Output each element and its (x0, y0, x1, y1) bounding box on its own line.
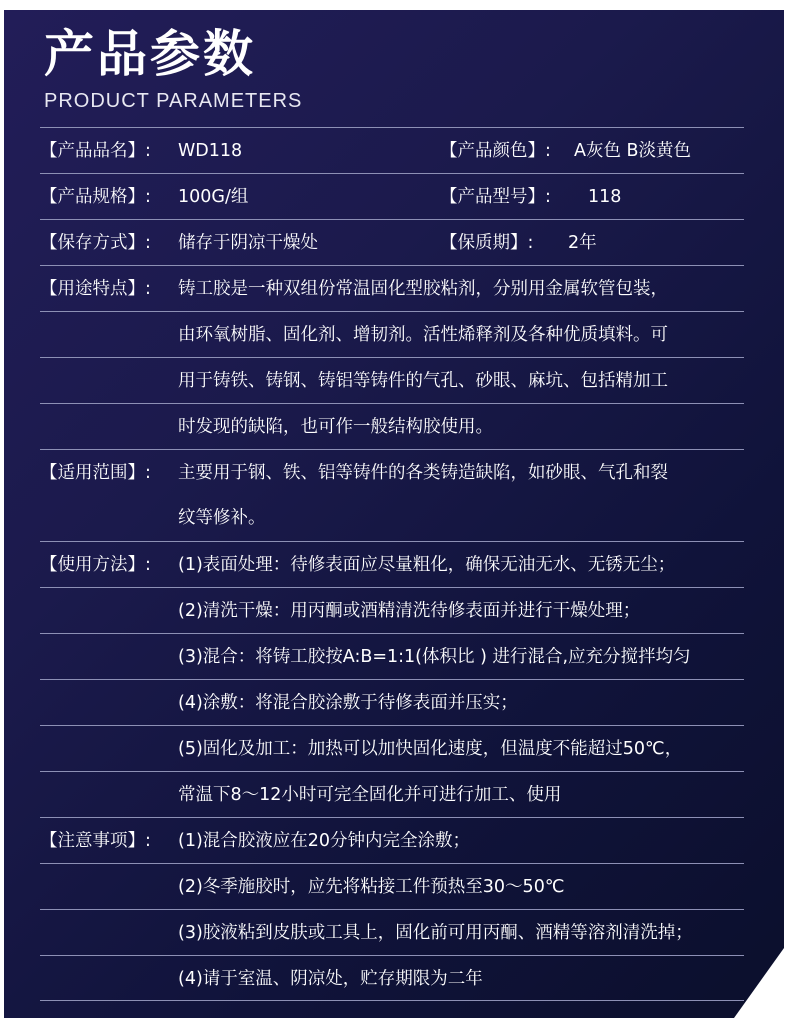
usage-line: 铸工胶是一种双组份常温固化型胶粘剂，分别用金属软管包装， (178, 279, 668, 299)
usage-row (40, 311, 744, 357)
page-title: 产品参数 (44, 25, 256, 83)
scope-line: 纹等修补。 (178, 508, 266, 528)
page-subtitle: PRODUCT PARAMETERS (44, 90, 303, 112)
parameter-table (40, 127, 744, 1001)
method-line: 常温下8～12小时可完全固化并可进行加工、使用 (178, 785, 562, 805)
notes-line: (1)混合胶液应在20分钟内完全涂敷； (178, 831, 471, 851)
usage-label: 【用途特点】: (40, 279, 151, 299)
shelf-label: 【保质期】: (440, 233, 534, 253)
model-label: 【产品型号】: (440, 187, 551, 207)
notes-line: (3)胶液粘到皮肤或工具上，固化前可用丙酮、酒精等溶剂清洗掉； (178, 923, 693, 943)
method-row (40, 679, 744, 725)
usage-line: 由环氧树脂、固化剂、增韧剂。活性烯释剂及各种优质填料。可 (178, 325, 668, 345)
scope-row (40, 495, 744, 541)
scope-row (40, 449, 744, 495)
method-row (40, 541, 744, 587)
scope-label: 【适用范围】: (40, 463, 151, 483)
parameters-panel (4, 10, 784, 1018)
notes-label: 【注意事项】: (40, 831, 151, 851)
method-line: (4)涂敷：将混合胶涂敷于待修表面并压实； (178, 693, 518, 713)
param-row-storage-shelf (40, 219, 744, 265)
name-value: WD118 (178, 141, 243, 161)
param-row-name-color (40, 127, 744, 173)
notes-row (40, 863, 744, 909)
notes-line: (4)请于室温、阴凉处，贮存期限为二年 (178, 969, 483, 989)
usage-line: 用于铸铁、铸钢、铸铝等铸件的气孔、砂眼、麻坑、包括精加工 (178, 371, 668, 391)
method-row (40, 633, 744, 679)
storage-label: 【保存方式】: (40, 233, 151, 253)
usage-row (40, 403, 744, 449)
usage-line: 时发现的缺陷，也可作一般结构胶使用。 (178, 417, 493, 437)
method-line: (5)固化及加工：加热可以加快固化速度，但温度不能超过50℃， (178, 739, 683, 759)
shelf-value: 2年 (568, 233, 597, 253)
notes-row (40, 955, 744, 1001)
method-line: (3)混合：将铸工胶按A:B=1:1(体积比 ) 进行混合,应充分搅拌均匀 (178, 647, 691, 667)
name-label: 【产品品名】: (40, 141, 151, 161)
color-value: A灰色 B淡黄色 (574, 141, 692, 161)
color-label: 【产品颜色】: (440, 141, 551, 161)
usage-row (40, 265, 744, 311)
scope-line: 主要用于钢、铁、铝等铸件的各类铸造缺陷，如砂眼、气孔和裂 (178, 463, 668, 483)
param-row-spec-model (40, 173, 744, 219)
notes-row (40, 817, 744, 863)
method-line: (2)清洗干燥：用丙酮或酒精清洗待修表面并进行干燥处理； (178, 601, 641, 621)
spec-label: 【产品规格】: (40, 187, 151, 207)
method-line: (1)表面处理：待修表面应尽量粗化，确保无油无水、无锈无尘； (178, 555, 676, 575)
model-value: 118 (588, 187, 622, 207)
usage-row (40, 357, 744, 403)
spec-value: 100G/组 (178, 187, 249, 207)
method-label: 【使用方法】: (40, 555, 151, 575)
notes-line: (2)冬季施胶时，应先将粘接工件预热至30～50℃ (178, 877, 565, 897)
notes-row (40, 909, 744, 955)
storage-value: 储存于阴凉干燥处 (178, 233, 318, 253)
method-row (40, 587, 744, 633)
method-row (40, 771, 744, 817)
method-row (40, 725, 744, 771)
